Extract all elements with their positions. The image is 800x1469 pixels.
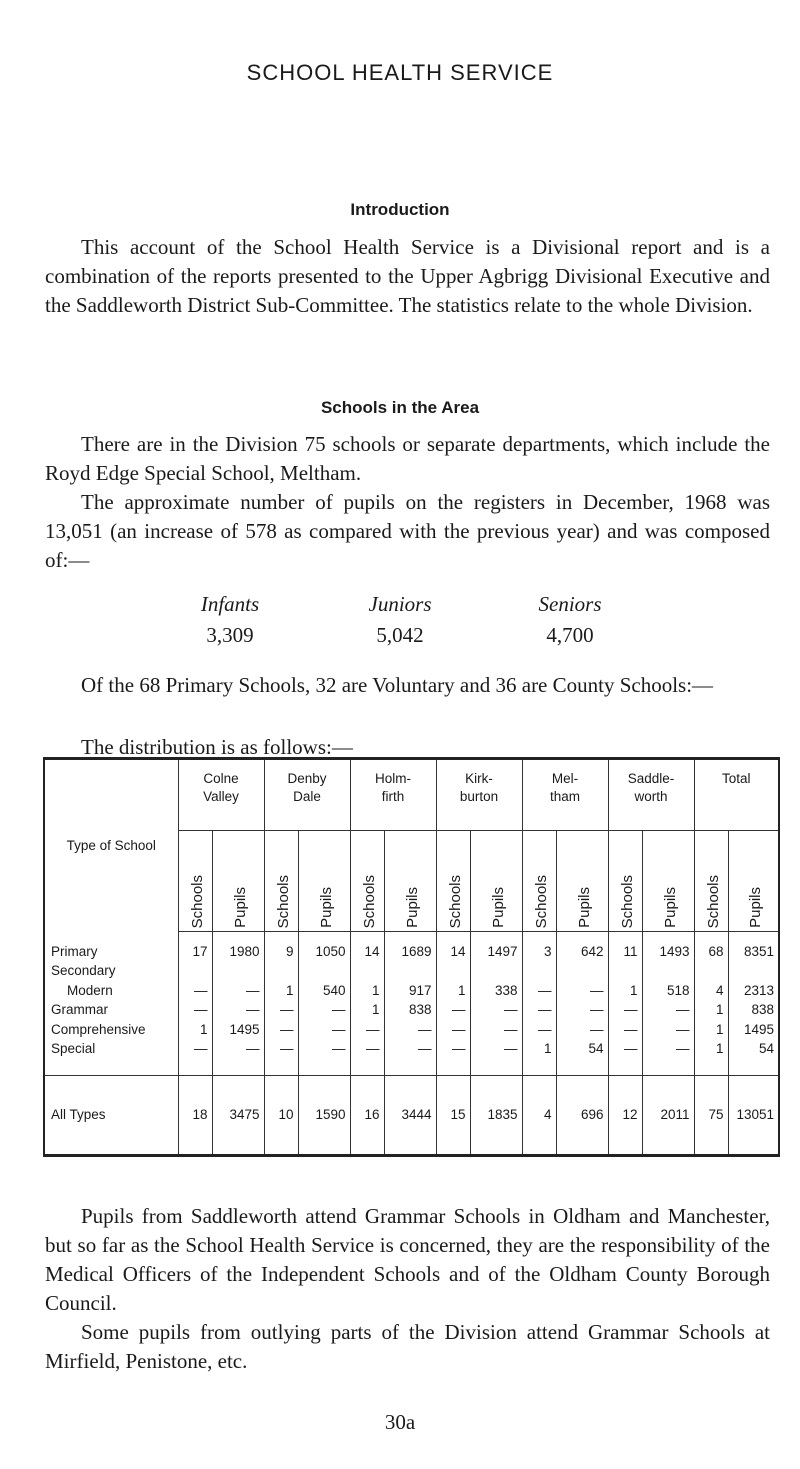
table-cell: [556, 961, 608, 981]
total-cell: 1835: [470, 1075, 522, 1156]
juniors-label: Juniors: [368, 592, 432, 616]
table-cell: [436, 961, 470, 981]
table-cell: —: [298, 1019, 350, 1039]
page-title: SCHOOL HEALTH SERVICE: [246, 60, 554, 85]
table-cell: [178, 961, 212, 981]
table-cell: [470, 961, 522, 981]
subheader-schools: Schools: [350, 831, 384, 932]
table-cell: [298, 961, 350, 981]
table-cell: 14: [350, 941, 384, 961]
district-header-saddleworth: Saddle- worth: [608, 759, 694, 831]
table-cell: —: [470, 1039, 522, 1059]
table-cell: [694, 961, 728, 981]
table-row: [44, 1039, 779, 1059]
table-cell: 4: [694, 980, 728, 1000]
subheader-schools: Schools: [694, 831, 728, 932]
table-cell: 1: [694, 1039, 728, 1059]
subheader-pupils: Pupils: [384, 831, 436, 932]
table-cell: [384, 961, 436, 981]
distribution-intro: The distribution is as follows:—: [81, 735, 353, 759]
table-cell: —: [384, 1019, 436, 1039]
table-cell: 838: [384, 1000, 436, 1020]
table-cell: —: [556, 1019, 608, 1039]
table-cell: 54: [728, 1039, 779, 1059]
table-cell: 1: [350, 980, 384, 1000]
table-cell: 1: [178, 1019, 212, 1039]
row-label: Modern: [67, 982, 113, 998]
table-cell: 3: [522, 941, 556, 961]
table-spacer: [44, 1058, 779, 1075]
subheader-pupils: Pupils: [556, 831, 608, 932]
table-cell: —: [436, 1019, 470, 1039]
total-cell: 1590: [298, 1075, 350, 1156]
row-label: Grammar: [51, 1002, 108, 1018]
table-cell: [642, 961, 694, 981]
table-cell: 1689: [384, 941, 436, 961]
table-cell: —: [298, 1039, 350, 1059]
table-cell: —: [556, 1000, 608, 1020]
table-cell: —: [264, 1019, 298, 1039]
table-cell: —: [436, 1000, 470, 1020]
table-cell: —: [642, 1039, 694, 1059]
page-number: 30a: [384, 1410, 416, 1434]
table-cell: 17: [178, 941, 212, 961]
subheader-schools: Schools: [522, 831, 556, 932]
table-cell: 2313: [728, 980, 779, 1000]
schools-area-heading: Schools in the Area: [320, 398, 480, 417]
juniors-value: 5,042: [376, 623, 424, 647]
table-cell: —: [264, 1039, 298, 1059]
table-cell: 68: [694, 941, 728, 961]
total-cell: 75: [694, 1075, 728, 1156]
table-cell: [264, 961, 298, 981]
primary-schools-paragraph: Of the 68 Primary Schools, 32 are Voluntary and 36 are County Schools:—: [81, 673, 714, 697]
infants-label: Infants: [200, 592, 260, 616]
introduction-paragraph: This account of the School Health Service is a Divisional report and is a combination of the reports presented to the Upper Agbrigg Divisional Executive and the Saddleworth District Sub-Committee. The statistics relate to the whole Division.: [45, 235, 770, 317]
table-cell: 540: [298, 980, 350, 1000]
table-cell: —: [642, 1000, 694, 1020]
total-cell: 696: [556, 1075, 608, 1156]
subheader-pupils: Pupils: [298, 831, 350, 932]
type-of-school-header: Type of School: [66, 837, 156, 853]
table-cell: —: [212, 1039, 264, 1059]
subheader-pupils: Pupils: [470, 831, 522, 932]
table-cell: —: [522, 1019, 556, 1039]
table-cell: 642: [556, 941, 608, 961]
table-cell: —: [212, 1000, 264, 1020]
table-cell: 838: [728, 1000, 779, 1020]
table-cell: —: [522, 1000, 556, 1020]
table-cell: —: [608, 1019, 642, 1039]
table-cell: [212, 961, 264, 981]
table-cell: —: [350, 1019, 384, 1039]
total-cell: 13051: [728, 1075, 779, 1156]
table-cell: —: [608, 1039, 642, 1059]
table-cell: [350, 961, 384, 981]
subheader-schools: Schools: [608, 831, 642, 932]
district-header-colne-valley: Colne Valley: [178, 759, 264, 831]
table-cell: 917: [384, 980, 436, 1000]
row-label: Primary: [51, 943, 98, 959]
table-cell: 1493: [642, 941, 694, 961]
seniors-label: Seniors: [538, 592, 602, 616]
table-cell: 1497: [470, 941, 522, 961]
district-header-holmfirth: Holm- firth: [350, 759, 436, 831]
total-cell: 4: [522, 1075, 556, 1156]
distribution-table: [43, 757, 780, 1157]
total-cell: 16: [350, 1075, 384, 1156]
table-spacer: [44, 932, 779, 942]
table-cell: 1980: [212, 941, 264, 961]
total-cell: 10: [264, 1075, 298, 1156]
closing-paragraph-1: Pupils from Saddleworth attend Grammar Schools in Oldham and Manchester, but so far as the School Health Service is concerned, they are the responsibility of the Medical Officers of the Independent Schools and of the Oldham County Borough Council.: [45, 1204, 770, 1315]
table-cell: [522, 961, 556, 981]
table-cell: —: [470, 1019, 522, 1039]
subheader-pupils: Pupils: [728, 831, 779, 932]
table-cell: 1: [694, 1019, 728, 1039]
closing-paragraph-2: Some pupils from outlying parts of the Division attend Grammar Schools at Mirfield, Penistone, etc.: [45, 1320, 770, 1373]
table-cell: 14: [436, 941, 470, 961]
introduction-heading: Introduction: [350, 200, 450, 219]
table-cell: 54: [556, 1039, 608, 1059]
table-cell: —: [642, 1019, 694, 1039]
total-cell: 18: [178, 1075, 212, 1156]
subheader-schools: Schools: [264, 831, 298, 932]
table-cell: 1: [436, 980, 470, 1000]
table-cell: —: [384, 1039, 436, 1059]
district-header-meltham: Mel- tham: [522, 759, 608, 831]
subheader-pupils: Pupils: [642, 831, 694, 932]
table-cell: 9: [264, 941, 298, 961]
subheader-schools: Schools: [178, 831, 212, 932]
district-header-denby-dale: Denby Dale: [264, 759, 350, 831]
table-cell: 1: [264, 980, 298, 1000]
table-cell: —: [470, 1000, 522, 1020]
schools-area-paragraph-1: There are in the Division 75 schools or separate departments, which include the Royd Edge Special School, Meltham.: [45, 432, 770, 485]
table-cell: —: [178, 1000, 212, 1020]
table-cell: —: [298, 1000, 350, 1020]
table-cell: —: [522, 980, 556, 1000]
table-cell: —: [178, 1039, 212, 1059]
table-row: [44, 1000, 779, 1020]
table-cell: [608, 961, 642, 981]
table-cell: 1050: [298, 941, 350, 961]
total-cell: 3444: [384, 1075, 436, 1156]
table-cell: —: [178, 980, 212, 1000]
total-cell: 3475: [212, 1075, 264, 1156]
table-cell: 8351: [728, 941, 779, 961]
table-cell: 1495: [212, 1019, 264, 1039]
table-cell: 338: [470, 980, 522, 1000]
table-cell: 11: [608, 941, 642, 961]
table-cell: 1: [522, 1039, 556, 1059]
subheader-pupils: Pupils: [212, 831, 264, 932]
table-cell: 1: [350, 1000, 384, 1020]
table-row: [44, 961, 779, 981]
total-cell: 2011: [642, 1075, 694, 1156]
table-cell: —: [608, 1000, 642, 1020]
district-header-total: Total: [694, 759, 779, 831]
table-cell: —: [436, 1039, 470, 1059]
total-cell: 15: [436, 1075, 470, 1156]
table-row: [44, 1019, 779, 1039]
table-cell: 518: [642, 980, 694, 1000]
row-label: Comprehensive: [51, 1021, 146, 1037]
seniors-value: 4,700: [546, 623, 594, 647]
table-cell: 1: [608, 980, 642, 1000]
distribution-table-body: [44, 932, 779, 1156]
schools-area-paragraph-2: The approximate number of pupils on the registers in December, 1968 was 13,051 (an increase of 578 as compared with the previous year) and was composed of:—: [45, 490, 770, 572]
table-cell: —: [556, 980, 608, 1000]
row-label: Secondary: [51, 963, 116, 979]
total-row: [44, 1075, 779, 1156]
table-row: [44, 941, 779, 961]
infants-value: 3,309: [206, 623, 254, 647]
total-label: All Types: [44, 1075, 178, 1156]
table-cell: —: [212, 980, 264, 1000]
table-cell: [728, 961, 779, 981]
total-cell: 12: [608, 1075, 642, 1156]
subheader-schools: Schools: [436, 831, 470, 932]
table-cell: —: [350, 1039, 384, 1059]
district-header-kirkburton: Kirk- burton: [436, 759, 522, 831]
table-cell: 1: [694, 1000, 728, 1020]
table-row: [44, 980, 779, 1000]
table-cell: 1495: [728, 1019, 779, 1039]
table-cell: —: [264, 1000, 298, 1020]
row-label: Special: [51, 1041, 96, 1057]
